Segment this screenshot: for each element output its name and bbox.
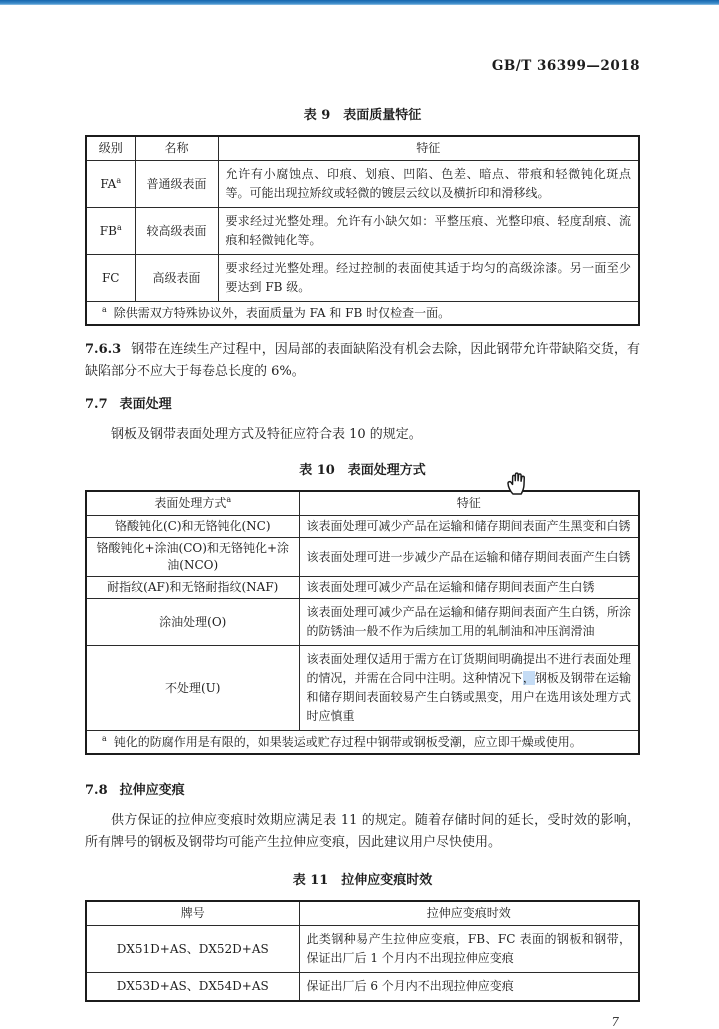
feature-cell: 要求经过光整处理。经过控制的表面使其适于均匀的高级涂漆。另一面至少要达到 FB 级。 [218, 255, 639, 302]
table11-col-grade: 牌号 [86, 901, 299, 926]
table10-row-passivation [86, 516, 639, 538]
table9-row-fa [86, 161, 639, 208]
name-cell: 较高级表面 [135, 208, 218, 255]
footnote-marker: a [102, 305, 107, 314]
table10-surface-treatment [85, 490, 640, 755]
table10-title: 表 10 表面处理方式 [299, 463, 426, 478]
feature-cell: 该表面处理可减少产品在运输和储存期间表面产生黑变和白锈 [299, 516, 639, 538]
table9-header-row [86, 136, 639, 161]
clause-text: 钢带在连续生产过程中，因局部的表面缺陷没有机会去除，因此钢带允许带缺陷交货，有缺陷部分不应大于每卷总长度的 6%。 [85, 342, 640, 379]
table10-row-oiled [86, 599, 639, 646]
table10-header-row [86, 491, 639, 516]
clause-78-text: 供方保证的拉伸应变痕时效期应满足表 11 的规定。随着存储时间的延长，受时效的影响，所有牌号的钢板及钢带均可能产生拉伸应变痕，因此建议用户尽快使用。 [85, 813, 640, 850]
footnote-marker: a [116, 175, 122, 185]
table11-col-aging: 拉伸应变痕时效 [299, 901, 639, 926]
table11-row-dx53 [86, 973, 639, 1002]
table9-footnote [86, 302, 639, 326]
table9-col-name: 名称 [135, 136, 218, 161]
clause-number: 7.6.3 [85, 342, 122, 357]
table9-row-fb [86, 208, 639, 255]
table11-row-dx51 [86, 926, 639, 973]
feature-cell: 该表面处理可减少产品在运输和储存期间表面产生白锈 [299, 577, 639, 599]
page-content [85, 0, 640, 1029]
table10-col-feature: 特征 [299, 491, 639, 516]
header-text: 表面处理方式 [154, 496, 227, 510]
table10-footnote-row [86, 731, 639, 755]
footnote-text: 钝化的防腐作用是有限的，如果装运或贮存过程中钢带或钢板受潮，应立即干燥或使用。 [113, 735, 582, 749]
grade-code: FB [99, 223, 117, 238]
table11-strain-aging [85, 900, 640, 1002]
feature-cell [299, 646, 639, 731]
clause-77-text: 钢板及钢带表面处理方式及特征应符合表 10 的规定。 [111, 427, 422, 442]
heading-77 [85, 394, 640, 416]
table10-row-antifingerprint [86, 577, 639, 599]
table9-surface-quality [85, 135, 640, 326]
aging-cell: 保证出厂后 6 个月内不出现拉伸应变痕 [299, 973, 639, 1002]
table9-col-grade: 级别 [86, 136, 135, 161]
feature-text: 该表面处理仅适用于需方在订货期间明确提出不进行表面处理的情况，并需在合同中注明。这种情况下 [306, 652, 631, 685]
feature-cell: 该表面处理可进一步减少产品在运输和储存期间表面产生白锈 [299, 538, 639, 577]
clause-number: 7.7 [85, 397, 108, 412]
feature-cell: 要求经过光整处理。允许有小缺欠如：平整压痕、光整印痕、轻度刮痕、流痕和轻微钝化等。 [218, 208, 639, 255]
grade-cell [86, 161, 135, 208]
grade-cell [86, 208, 135, 255]
table10-col-method [86, 491, 299, 516]
table10-row-untreated [86, 646, 639, 731]
feature-cell: 该表面处理可减少产品在运输和储存期间表面产生白锈，所涂的防锈油一般不作为后续加工用的轧制油和冲压润滑油 [299, 599, 639, 646]
method-cell: 铬酸钝化+涂油(CO)和无铬钝化+涂油(NCO) [86, 538, 299, 577]
table10-footnote [86, 731, 639, 755]
heading-text: 拉伸应变痕 [119, 783, 185, 798]
grade-cell: FC [86, 255, 135, 302]
name-cell: 普通级表面 [135, 161, 218, 208]
table11-title: 表 11 拉伸应变痕时效 [292, 873, 433, 888]
clause-763 [85, 339, 640, 383]
footnote-marker: a [116, 222, 122, 232]
page-number: 7 [611, 1015, 619, 1029]
table9-footnote-row [86, 302, 639, 326]
table9-row-fc [86, 255, 639, 302]
grade-code: FA [100, 176, 117, 191]
method-cell: 不处理(U) [86, 646, 299, 731]
footnote-text: 除供需双方特殊协议外，表面质量为 FA 和 FB 时仅检查一面。 [113, 306, 451, 320]
footnote-marker: a [102, 734, 107, 743]
aging-cell: 此类钢种易产生拉伸应变痕，FB、FC 表面的钢板和钢带，保证出厂后 1 个月内不出现拉伸应变痕 [299, 926, 639, 973]
heading-text: 表面处理 [119, 397, 172, 412]
table10-row-passivation-oiled [86, 538, 639, 577]
table11-header-row [86, 901, 639, 926]
feature-cell: 允许有小腐蚀点、印痕、划痕、凹陷、色差、暗点、带痕和轻微钝化斑点等。可能出现拉矫纹或轻微的镀层云纹以及横折印和滑移线。 [218, 161, 639, 208]
method-cell: 涂油处理(O) [86, 599, 299, 646]
footnote-marker: a [226, 495, 232, 504]
grade-cell: DX53D+AS、DX54D+AS [86, 973, 299, 1002]
selected-text: ， [522, 671, 535, 685]
clause-number: 7.8 [85, 783, 108, 798]
table9-title: 表 9 表面质量特征 [303, 108, 422, 123]
method-cell: 铬酸钝化(C)和无铬钝化(NC) [86, 516, 299, 538]
method-cell: 耐指纹(AF)和无铬耐指纹(NAF) [86, 577, 299, 599]
grade-cell: DX51D+AS、DX52D+AS [86, 926, 299, 973]
feature-text: 钢板及钢带在运输和储存期间表面较易产生白锈或黑变，用户在选用该处理方式时应慎重 [306, 671, 631, 723]
heading-78 [85, 780, 640, 802]
name-cell: 高级表面 [135, 255, 218, 302]
standard-number: GB/T 36399—2018 [491, 58, 640, 74]
table9-col-feature: 特征 [218, 136, 639, 161]
